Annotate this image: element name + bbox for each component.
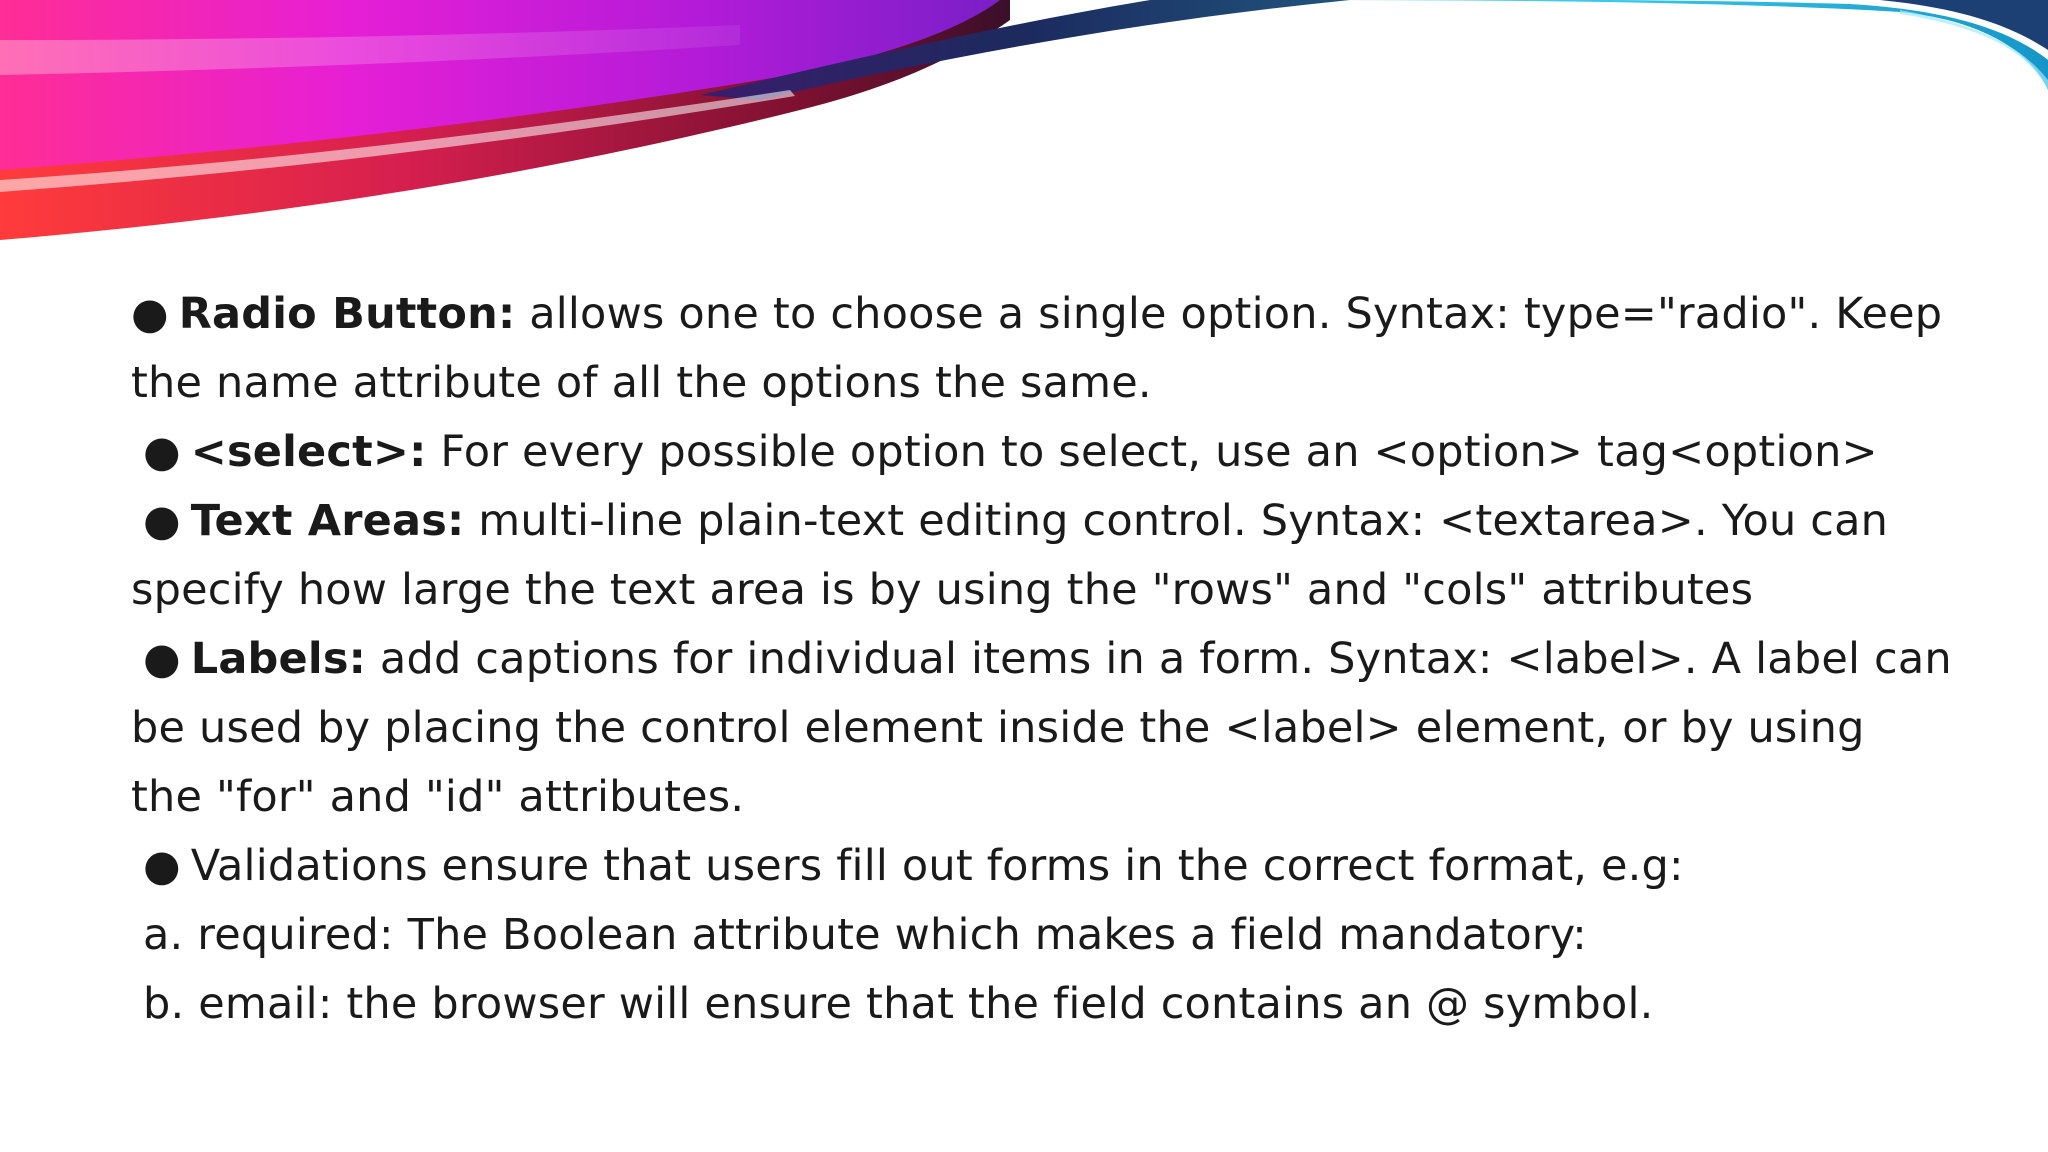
- bullet-text-areas: [131, 487, 1931, 556]
- radio-button-continuation: the name attribute of all the options the same.: [131, 358, 1152, 408]
- text-areas-continuation: specify how large the text area is by using the "rows" and "cols" attributes: [131, 565, 1754, 615]
- bullet-icon: ●: [143, 496, 181, 546]
- bullet-icon: ●: [143, 427, 181, 477]
- labels-continuation-2: the "for" and "id" attributes.: [131, 772, 745, 822]
- labels-label: Labels:: [190, 634, 367, 684]
- bullet-labels: [131, 625, 1952, 694]
- labels-text: add captions for individual items in a form. Syntax: <label>. A label can: [366, 634, 1952, 684]
- bullet-validations: [131, 832, 1931, 901]
- text-areas-label: Text Areas:: [190, 496, 465, 546]
- bullet-select: [131, 418, 1931, 487]
- bullet-icon: ●: [143, 634, 181, 684]
- decorative-swoosh-banner: [0, 0, 2048, 260]
- sub-item-required: a. required: The Boolean attribute which makes a field mandatory:: [143, 910, 1587, 960]
- bullet-icon: ●: [131, 289, 169, 339]
- bullet-radio-button: [131, 280, 1943, 349]
- select-text: For every possible option to select, use an <option> tag<option>: [426, 427, 1878, 477]
- labels-continuation-1: be used by placing the control element inside the <label> element, or by using: [131, 703, 1865, 753]
- validations-text: Validations ensure that users fill out forms in the correct format, e.g:: [190, 841, 1684, 891]
- slide-body: [131, 280, 1952, 1039]
- radio-button-text: allows one to choose a single option. Syntax: type="radio". Keep: [515, 289, 1943, 339]
- bullet-icon: ●: [143, 841, 181, 891]
- select-label: <select>:: [190, 427, 427, 477]
- sub-item-email: b. email: the browser will ensure that the field contains an @ symbol.: [143, 979, 1654, 1029]
- radio-button-label: Radio Button:: [178, 289, 516, 339]
- text-areas-text: multi-line plain-text editing control. Syntax: <textarea>. You can: [464, 496, 1889, 546]
